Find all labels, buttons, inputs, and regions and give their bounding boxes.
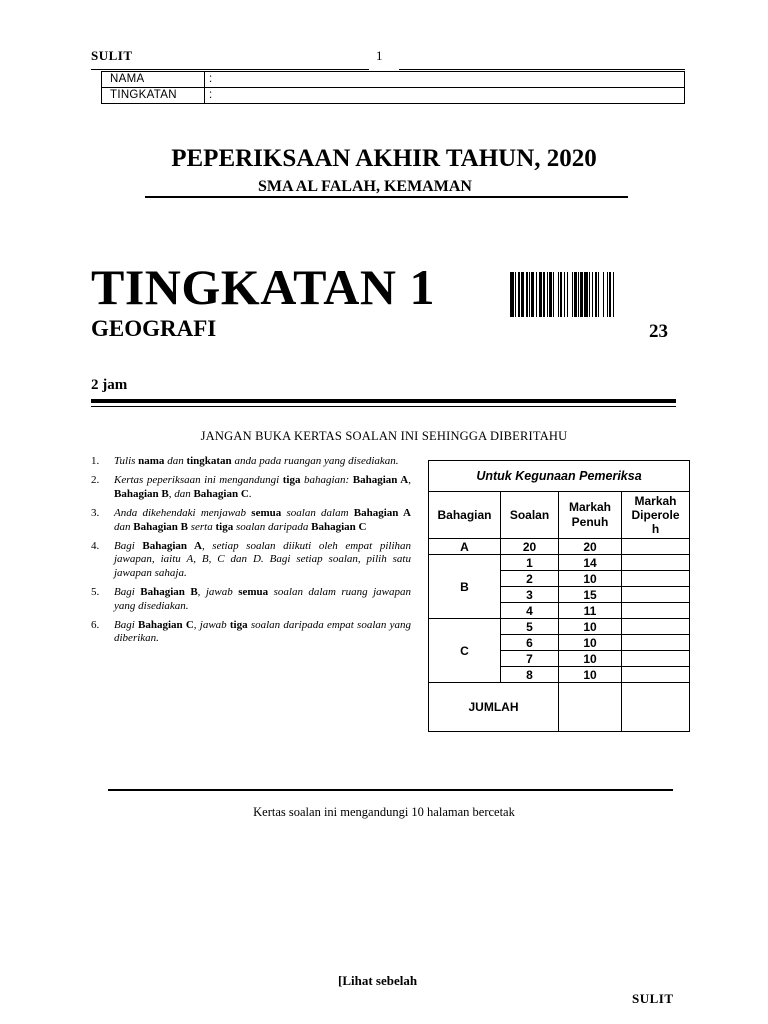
thin-rule xyxy=(91,406,676,407)
markah-penuh-cell: 14 xyxy=(559,555,622,571)
subject-heading: GEOGRAFI xyxy=(91,316,217,341)
col-markah-diperoleh xyxy=(622,492,690,539)
instruction-text: soalan dalam xyxy=(281,507,354,520)
examiner-title: Untuk Kegunaan Pemeriksa xyxy=(429,461,690,492)
markah-diperoleh-cell[interactable] xyxy=(622,555,690,571)
instruction-text: Bagi xyxy=(114,586,141,599)
instruction-list xyxy=(91,455,411,652)
page-number: 1 xyxy=(376,48,383,63)
instruction-text: soalan dalam ruang jawapan yang disediakan. xyxy=(114,586,411,612)
soalan-cell: 2 xyxy=(501,571,559,587)
total-row xyxy=(429,683,690,732)
soalan-cell: 7 xyxy=(501,651,559,667)
barcode-icon xyxy=(510,272,672,317)
col-markah-penuh-line1: Markah xyxy=(568,500,612,514)
soalan-cell: 8 xyxy=(501,667,559,683)
instruction-item xyxy=(91,507,411,534)
bahagian-cell: A xyxy=(429,539,501,555)
col-markah-diperoleh-line2: Diperole xyxy=(631,508,680,522)
instruction-text: . xyxy=(248,487,252,500)
markah-penuh-cell: 11 xyxy=(559,603,622,619)
col-markah-penuh xyxy=(559,492,622,539)
warning-notice: JANGAN BUKA KERTAS SOALAN INI SEHINGGA DIBERITAHU xyxy=(200,429,568,443)
total-penuh-cell xyxy=(559,683,622,732)
instruction-number: 1. xyxy=(91,455,100,467)
markah-diperoleh-cell[interactable] xyxy=(622,571,690,587)
instruction-item xyxy=(91,474,411,501)
name-row xyxy=(102,72,685,88)
instruction-text: , setiap soalan diikuti oleh empat pilihan jawapan, iaitu A, B, C dan D. Bagi setiap soalan, pilih satu jawapan sahaja. xyxy=(114,540,411,579)
markah-penuh-cell: 20 xyxy=(559,539,622,555)
instruction-text: dan xyxy=(114,520,134,533)
instruction-text: soalan daripada empat soalan yang diberikan. xyxy=(114,619,411,645)
examiner-row xyxy=(429,539,690,555)
instruction-item xyxy=(91,586,411,613)
instruction-keyword: nama xyxy=(138,455,165,467)
markah-diperoleh-cell[interactable] xyxy=(622,603,690,619)
col-markah-diperoleh-line1: Markah xyxy=(634,494,677,508)
bahagian-cell: B xyxy=(429,555,501,619)
instruction-text: , jawab xyxy=(197,586,239,599)
examiner-row xyxy=(429,619,690,635)
instruction-text: Bagi xyxy=(114,619,138,632)
instruction-number: 4. xyxy=(91,540,100,553)
soalan-cell: 1 xyxy=(501,555,559,571)
total-label: JUMLAH xyxy=(429,683,559,732)
instruction-item xyxy=(91,455,411,468)
instruction-text: Anda dikehendaki menjawab xyxy=(114,507,252,520)
instruction-text: , jawab xyxy=(193,619,230,632)
markah-diperoleh-cell[interactable] xyxy=(622,587,690,603)
header-rule-right xyxy=(399,69,685,70)
instruction-keyword: Bahagian C xyxy=(138,619,194,632)
barcode-bar xyxy=(614,272,618,317)
classification-top: SULIT xyxy=(91,48,133,63)
instruction-text: dan xyxy=(174,487,194,500)
instruction-keyword: Bahagian A xyxy=(352,474,409,487)
student-id-table xyxy=(101,71,685,104)
school-name: SMA AL FALAH, KEMAMAN xyxy=(258,178,472,195)
name-field[interactable]: : xyxy=(205,72,685,88)
col-markah-penuh-line2: Penuh xyxy=(571,515,609,529)
instruction-text: dan xyxy=(164,455,187,467)
markah-diperoleh-cell[interactable] xyxy=(622,667,690,683)
bahagian-cell: C xyxy=(429,619,501,683)
instruction-keyword: tiga xyxy=(282,474,301,487)
instruction-keyword: Bahagian B xyxy=(140,586,198,599)
instruction-keyword: tingkatan xyxy=(186,455,232,467)
instruction-keyword: tiga xyxy=(215,520,234,533)
instruction-number: 6. xyxy=(91,619,100,632)
instruction-text: Tulis xyxy=(114,455,139,467)
soalan-cell: 5 xyxy=(501,619,559,635)
col-soalan: Soalan xyxy=(501,492,559,539)
markah-diperoleh-cell[interactable] xyxy=(622,651,690,667)
instruction-text: Kertas peperiksaan ini mengandungi xyxy=(114,474,283,487)
instruction-item xyxy=(91,540,411,580)
name-label: NAMA xyxy=(102,72,205,88)
instruction-keyword: semua xyxy=(251,507,282,520)
total-diperoleh-cell[interactable] xyxy=(622,683,690,732)
markah-penuh-cell: 15 xyxy=(559,587,622,603)
instruction-keyword: Bahagian B xyxy=(114,487,169,500)
markah-diperoleh-cell[interactable] xyxy=(622,619,690,635)
col-markah-diperoleh-line3: h xyxy=(651,522,660,536)
instruction-text: , xyxy=(168,487,175,500)
instruction-text: anda pada ruangan yang disediakan. xyxy=(231,455,399,467)
instruction-number: 5. xyxy=(91,586,100,599)
duration: 2 jam xyxy=(91,377,128,393)
instruction-number: 3. xyxy=(91,507,100,520)
instruction-keyword: Bahagian A xyxy=(353,507,411,520)
examiner-header-row xyxy=(429,492,690,539)
instruction-keyword: Bahagian C xyxy=(311,520,367,533)
exam-title: PEPERIKSAAN AKHIR TAHUN, 2020 xyxy=(171,145,597,172)
markah-penuh-cell: 10 xyxy=(559,571,622,587)
col-bahagian: Bahagian xyxy=(429,492,501,539)
markah-penuh-cell: 10 xyxy=(559,651,622,667)
soalan-cell: 3 xyxy=(501,587,559,603)
soalan-cell: 20 xyxy=(501,539,559,555)
pages-note: Kertas soalan ini mengandungi 10 halaman bercetak xyxy=(253,805,515,819)
soalan-cell: 6 xyxy=(501,635,559,651)
instruction-keyword: tiga xyxy=(229,619,248,632)
soalan-cell: 4 xyxy=(501,603,559,619)
instruction-keyword: Bahagian C xyxy=(193,487,249,500)
instruction-item xyxy=(91,619,411,646)
markah-diperoleh-cell[interactable] xyxy=(622,635,690,651)
instruction-text: bahagian: xyxy=(300,474,353,487)
form-field[interactable]: : xyxy=(205,88,685,104)
instruction-keyword: Bahagian B xyxy=(133,520,188,533)
instruction-text: soalan daripada xyxy=(233,520,312,533)
level-heading: TINGKATAN 1 xyxy=(91,259,435,315)
footer-rule xyxy=(108,789,673,791)
markah-penuh-cell: 10 xyxy=(559,667,622,683)
school-underline xyxy=(145,196,628,198)
instruction-keyword: semua xyxy=(238,586,269,599)
markah-diperoleh-cell[interactable] xyxy=(622,539,690,555)
markah-penuh-cell: 10 xyxy=(559,619,622,635)
header-rule-left xyxy=(91,69,369,70)
examiner-title-row xyxy=(429,461,690,492)
examiner-row xyxy=(429,555,690,571)
paper-code: 23 xyxy=(649,321,668,342)
thick-rule xyxy=(91,399,676,403)
turn-over-note: [Lihat sebelah xyxy=(338,973,418,988)
instruction-text: , xyxy=(408,474,411,487)
instruction-text: serta xyxy=(187,520,216,533)
examiner-table xyxy=(428,460,690,732)
markah-penuh-cell: 10 xyxy=(559,635,622,651)
instruction-number: 2. xyxy=(91,474,100,487)
form-label: TINGKATAN xyxy=(102,88,205,104)
classification-bottom: SULIT xyxy=(632,991,674,1006)
instruction-keyword: Bahagian A xyxy=(142,540,202,553)
form-row xyxy=(102,88,685,104)
instruction-text: Bagi xyxy=(114,540,143,553)
